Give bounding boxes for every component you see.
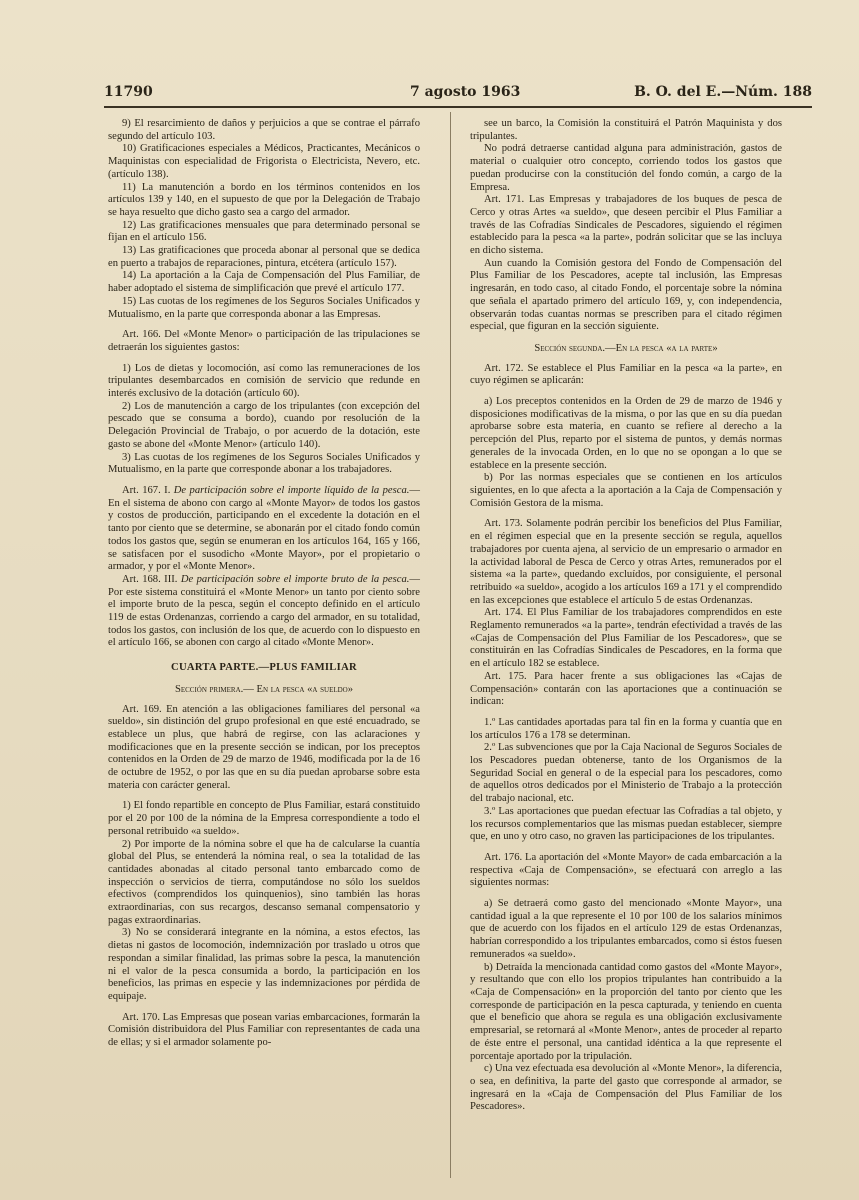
page-number: 11790 — [104, 84, 153, 100]
paragraph: 3) Las cuotas de los regímenes de los Seguros Sociales Unificados y Mutualismo, en la parte que corresponde abonar a los trabajadores. — [108, 451, 420, 476]
paragraph: c) Una vez efectuada esa devolución al «Monte Menor», la diferencia, o sea, en definitiva, la parte del gasto que corresponde al armador, se ingresará en la «Caja de Compensación del Plus Familiar de los Pescadores». — [470, 1063, 782, 1113]
paragraph: 9) El resarcimiento de daños y perjuicios a que se contrae el párrafo segundo del artículo 103. — [108, 118, 420, 142]
article-167 — [108, 485, 420, 574]
right-column — [470, 118, 782, 1114]
header-rule — [104, 106, 812, 108]
column-divider — [450, 112, 451, 1178]
paragraph: 12) Las gratificaciones mensuales que para determinado personal se fijan en el artículo 156. — [108, 219, 420, 244]
article-168-head: Art. 168. III. — [122, 573, 178, 585]
paragraph: 1) El fondo repartible en concepto de Plus Familiar, estará constituido por el 20 por 100 de la nómina de la Empresa correspondiente a todo el personal retribuido «a sueldo». — [108, 800, 420, 837]
paragraph: see un barco, la Comisión la constituirá el Patrón Maquinista y dos tripulantes. — [470, 118, 782, 142]
paragraph: 15) Las cuotas de los regímenes de los Seguros Sociales Unificados y Mutualismo, en la parte que corresponda abonar a las Empresas. — [108, 295, 420, 320]
left-column — [108, 118, 420, 1050]
article-167-body: —En el sistema de abono con cargo al «Monte Mayor» de todos los gastos y costos de producción, participando en el excedente la dotación en el tanto por ciento que se determine, se abonarán por el citado fondo común todos los gastos que, según se enumeran en los artículos 164, 165 y 166, se satisfacen por el susodicho «Monte Mayor», por el propietario o armador, y por el «Monte Menor». — [108, 484, 420, 573]
article-173: Art. 173. Solamente podrán percibir los beneficios del Plus Familiar, en el régimen especial que en la presente sección se regula, aquellos trabajadores por cuenta ajena, al servicio de un empresario o armador en la actividad laboral de Pesca de Cerco y otras Artes, remunerados por el sistema «a la parte», quedando excluídos, por consiguiente, el personal retribuido «a sueldo», acogido a los artículos 169 a 171 y el comprendido en las excepciones que establece el artículo 5 de estas Ordenanzas. — [470, 518, 782, 606]
paragraph: 11) La manutención a bordo en los términos contenidos en los artículos 139 y 140, en el supuesto de que por la Delegación de Trabajo se haya resuelto que dicho gasto sea a cargo del armador. — [108, 181, 420, 218]
header-date: 7 agosto 1963 — [410, 84, 521, 100]
paragraph: 2) Los de manutención a cargo de los tripulantes (con excepción del pescado que se consuma a bordo), cuando por resolución de la Delegación Provincial de Trabajo, o por acuerdo de la dotación, este gasto se abone del «Monte Menor» (artículo 140). — [108, 400, 420, 450]
paragraph: 10) Gratificaciones especiales a Médicos, Practicantes, Mecánicos o Maquinistas con especialidad de Frigorista o Electricista, Nevero, etc. (artículo 138). — [108, 143, 420, 180]
paragraph: 13) Las gratificaciones que proceda abonar al personal que se dedica en puerto a trabajos de reparaciones, pintura, etcétera (artículo 157). — [108, 245, 420, 269]
article-170: Art. 170. Las Empresas que posean varias embarcaciones, formarán la Comisión distribuidora del Plus Familiar con representantes de cada una de ellas; y si el armador solamente po- — [108, 1011, 420, 1049]
paragraph: a) Se detraerá como gasto del mencionado «Monte Mayor», una cantidad igual a la que represente el 10 por 100 de los salarios mínimos que de acuerdo con los fijados en el artículo 129 de estas Ordenanzas, habrían correspondido a los tripulantes embarcados, como si éstos fuesen remunerados «a sueldo». — [470, 898, 782, 960]
paragraph: Aun cuando la Comisión gestora del Fondo de Compensación del Plus Familiar de los Pescadores, acepte tal inclusión, las Empresas ingresarán, en todo caso, al citado Fondo, el porcentaje sobre la nómina que señala el apartado primero del artículo 169, y, con independencia, observarán todas cuantas normas se prescriben para el citado régimen especial, que figuran en la sección siguiente. — [470, 257, 782, 333]
page-header — [104, 84, 812, 106]
article-175: Art. 175. Para hacer frente a sus obligaciones las «Cajas de Compensación» contarán con las aportaciones que a continuación se indican: — [470, 670, 782, 708]
article-169: Art. 169. En atención a las obligaciones familiares del personal «a sueldo», sin distinción del grupo profesional en que esté encuadrado, se establece un plus, que habrá de regirse, con las aclaraciones y modificaciones que en la presente sección se indican, por los preceptos contenidos en la Orden de 29 de marzo de 1946, modificada por la de 16 de octubre de 1952, o por las que en su día puedan aprobarse sobre esta materia con carácter general. — [108, 703, 420, 791]
paragraph: 2) Por importe de la nómina sobre el que ha de calcularse la cuantía global del Plus, se entenderá la nómina real, o sea la totalidad de las cantidades abonadas al citado personal tanto embarcado como de inspección o servicios de tierra, computándose no sólo los sueldos efectivos (comprendidos los quinquenios), sino también las horas extraordinarias, con sus recargos, descanso semanal compensatorio y pagas extraordinarias. — [108, 838, 420, 926]
paragraph: No podrá detraerse cantidad alguna para administración, gastos de material o cualquier otro concepto, corriendo todos los gastos que puedan producirse con la constitución del fondo común, a cargo de la Empresa. — [470, 143, 782, 193]
article-174: Art. 174. El Plus Familiar de los trabajadores comprendidos en este Reglamento remunerados «a la parte», tendrán efectividad a través de las «Cajas de Compensación del Plus Familiar de los Pescadores», que se constituirán en las Cofradías Sindicales de Pescadores, en la forma que en el artículo 182 se establece. — [470, 607, 782, 670]
article-171: Art. 171. Las Empresas y trabajadores de los buques de pesca de Cerco y otras Artes «a sueldo», que deseen percibir el Plus Familiar a través de las Cofradías Sindicales de Pescadores, siguiendo el régimen establecido para la pesca «a la parte», podrán solicitar que se las incluya en dicho sistema. — [470, 194, 782, 257]
paragraph: 14) La aportación a la Caja de Compensación del Plus Familiar, de haber adoptado el sistema de simplificación que prevé el artículo 177. — [108, 270, 420, 295]
article-176: Art. 176. La aportación del «Monte Mayor» de cada embarcación a la respectiva «Caja de Compensación», se efectuará con arreglo a las siguientes normas: — [470, 851, 782, 889]
paragraph: 1.º Las cantidades aportadas para tal fin en la forma y cuantía que en los artículos 176 a 178 se determinan. — [470, 716, 782, 741]
paragraph: 2.º Las subvenciones que por la Caja Nacional de Seguros Sociales de los Pescadores puedan obtenerse, tanto de los Organismos de la Seguridad Social en general o de la especial para los pescadores, como de aquellos otros dedicados por el Ministerio de Trabajo a la protección del trabajo nacional, etc. — [470, 742, 782, 805]
article-168-body: —Por este sistema constituirá el «Monte Menor» un tanto por ciento sobre el importe bruto de la pesca, según el concepto definido en el artículo 119 de estas Ordenanzas, corriendo a cargo del armador, en su totalidad, todos los gastos, con inclusión de los que, de acuerdo con lo dispuesto en el artículo 166, se abonen con cargo al citado «Monte Menor». — [108, 573, 420, 649]
article-168-title: De participación sobre el importe bruto de la pesca. — [180, 573, 410, 585]
section-heading: Sección segunda.—En la pesca «a la parte» — [534, 342, 718, 354]
paragraph: 1) Los de dietas y locomoción, así como las remuneraciones de los tripulantes desembarcados en comisión de servicio que redunde en interés exclusivo de la dotación (artículo 60). — [108, 362, 420, 400]
paragraph: 3.º Las aportaciones que puedan efectuar las Cofradías a tal objeto, y los recursos complementarios que las mismas puedan establecer, siempre que, en uno y otro caso, no graven las participaciones de los tripulantes. — [470, 805, 782, 843]
article-172: Art. 172. Se establece el Plus Familiar en la pesca «a la parte», en cuyo régimen se aplicarán: — [470, 362, 782, 387]
article-166: Art. 166. Del «Monte Menor» o participación de las tripulaciones se detraerán los siguientes gastos: — [108, 329, 420, 353]
paragraph: b) Por las normas especiales que se contienen en los artículos siguientes, en lo que afecta a la aportación a la Caja de Compensación y Comisión Gestora de la misma. — [470, 472, 782, 509]
article-167-title: De participación sobre el importe líquido de la pesca. — [173, 484, 410, 496]
part-title: CUARTA PARTE.—PLUS FAMILIAR — [171, 662, 357, 674]
paragraph: a) Los preceptos contenidos en la Orden de 29 de marzo de 1946 y disposiciones modificativas de la misma, o por las que en su día puedan aprobarse sobre esta materia, en cuanto se refiere al derecho a la percepción del Plus, reparto por el sistema de puntos, y demás normas generales de la invocada Orden, en lo que no se opongan a lo que se establece en la presente sección. — [470, 396, 782, 471]
bulletin-number: B. O. del E.—Núm. 188 — [634, 84, 812, 100]
paragraph: 3) No se considerará integrante en la nómina, a estos efectos, las dietas ni gastos de locomoción, indemnización por traslado u otros que respondan a similar finalidad, las primas sobre la pesca, la manutención ni el valor de la pesca consumida a bordo, la participación en los beneficios, las primas en especie y las indemnizaciones por pérdida de equipaje. — [108, 927, 420, 1002]
paragraph: b) Detraída la mencionada cantidad como gastos del «Monte Mayor», y resultando que con ello los propios tripulantes han contribuido a la «Caja de Compensación» en la proporción del tanto por ciento que les corresponde de participación en la pesca capturada, y teniendo en cuenta que el beneficio que ahora se regula es una obligación exclusivamente empresarial, se retornará al «Monte Menor», antes de proceder al reparto de éste entre el personal, una cantidad idéntica a la que represente el porcentaje aportado por la tripulación. — [470, 961, 782, 1062]
section-heading: Sección primera.— En la pesca «a sueldo» — [174, 683, 354, 695]
article-168 — [108, 574, 420, 650]
article-167-head: Art. 167. I. — [122, 484, 171, 496]
